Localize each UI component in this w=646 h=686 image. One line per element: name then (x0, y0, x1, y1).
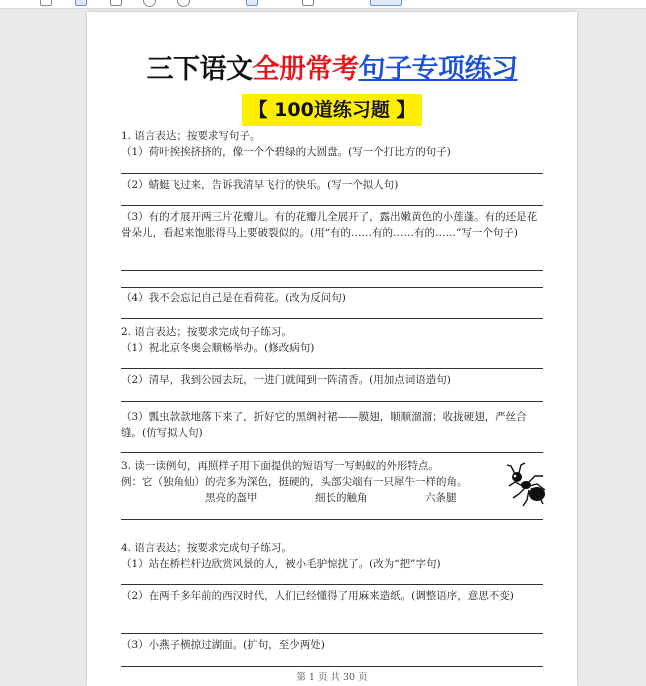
answer-line (121, 584, 543, 585)
question-item: （4）我不会忘记自己是在看荷花。(改为反问句) (121, 292, 346, 304)
toolbar-view-icon-2[interactable] (302, 0, 314, 6)
title-part-2: 全册常考 (252, 54, 359, 85)
toolbar (0, 0, 646, 9)
ant-illustration (501, 460, 549, 508)
answer-line (121, 401, 543, 402)
question-heading: 3. 读一读例句，再照样子用下面提供的短语写一写蚂蚁的外形特点。 (121, 460, 439, 472)
toolbar-view-icon-1[interactable] (246, 0, 258, 6)
toolbar-circle-icon-1[interactable] (143, 0, 156, 7)
phrase-item: 六条腿 (425, 492, 457, 504)
phrase-item: 细长的触角 (315, 492, 368, 504)
answer-line (121, 287, 543, 288)
toolbar-icon-2[interactable] (75, 0, 87, 6)
question-item: （1）站在桥栏杆边欣赏风景的人，被小毛驴惊扰了。(改为“把”字句) (121, 558, 441, 570)
phrase-item: 黑亮的盔甲 (205, 492, 258, 504)
question-item: （3）有的才展开两三片花瓣儿。有的花瓣儿全展开了，露出嫩黄色的小莲蓬。有的还是花骨朵儿，看起来饱胀得马上要破裂似的。(用“有的……有的……有的……”写一个句子) (121, 211, 538, 239)
answer-line (121, 519, 543, 520)
page-footer: 第 1 页 共 30 页 (296, 672, 368, 683)
question-item: （1）祝北京冬奥会顺畅举办。(修改病句) (121, 342, 315, 354)
subtitle-banner: 【 100道练习题 】 (242, 94, 422, 126)
answer-line (121, 173, 543, 174)
question-item: （2）蜻蜓飞过来，告诉我清早飞行的快乐。(写一个拟人句) (121, 179, 399, 191)
toolbar-icon-3[interactable] (110, 0, 122, 6)
document-page (87, 12, 577, 686)
question-item: （3）瓢虫款款地落下来了，折好它的黑绸衬裙——膜翅，顺顺溜溜；收拢硬翅，严丝合缝。(仿写拟人句) (121, 411, 527, 439)
toolbar-icon-1[interactable] (40, 0, 52, 6)
answer-line (121, 205, 543, 206)
answer-line (121, 318, 543, 319)
answer-line (121, 633, 543, 634)
answer-line (121, 368, 543, 369)
question-item: （3）小燕子横掠过湖面。(扩句，至少两处) (121, 639, 325, 651)
document-title (87, 52, 577, 88)
title-part-3: 句子专项练习 (358, 54, 518, 85)
toolbar-view-icon-3[interactable] (370, 0, 402, 6)
title-part-1: 三下语文 (146, 54, 253, 85)
question-heading: 4. 语言表达；按要求完成句子练习。 (121, 542, 292, 554)
question-heading: 2. 语言表达；按要求完成句子练习。 (121, 326, 292, 338)
example-sentence: 例：它（独角仙）的壳多为深色，挺硬的，头部尖端有一只犀牛一样的角。 (121, 476, 468, 488)
answer-line (121, 452, 543, 453)
answer-line (121, 270, 543, 271)
question-item: （2）清早，我到公园去玩，一进门就闻到一阵清香。(用加点词语造句) (121, 374, 451, 386)
question-item: （2）在两千多年前的西汉时代，人们已经懂得了用麻来造纸。(调整语序，意思不变) (121, 590, 514, 602)
question-heading: 1. 语言表达；按要求写句子。 (121, 130, 261, 142)
ant-eye (514, 475, 517, 478)
question-item: （1）荷叶挨挨挤挤的，像一个个碧绿的大圆盘。(写一个打比方的句子) (121, 146, 451, 158)
toolbar-circle-icon-2[interactable] (177, 0, 190, 7)
answer-line (121, 666, 543, 667)
